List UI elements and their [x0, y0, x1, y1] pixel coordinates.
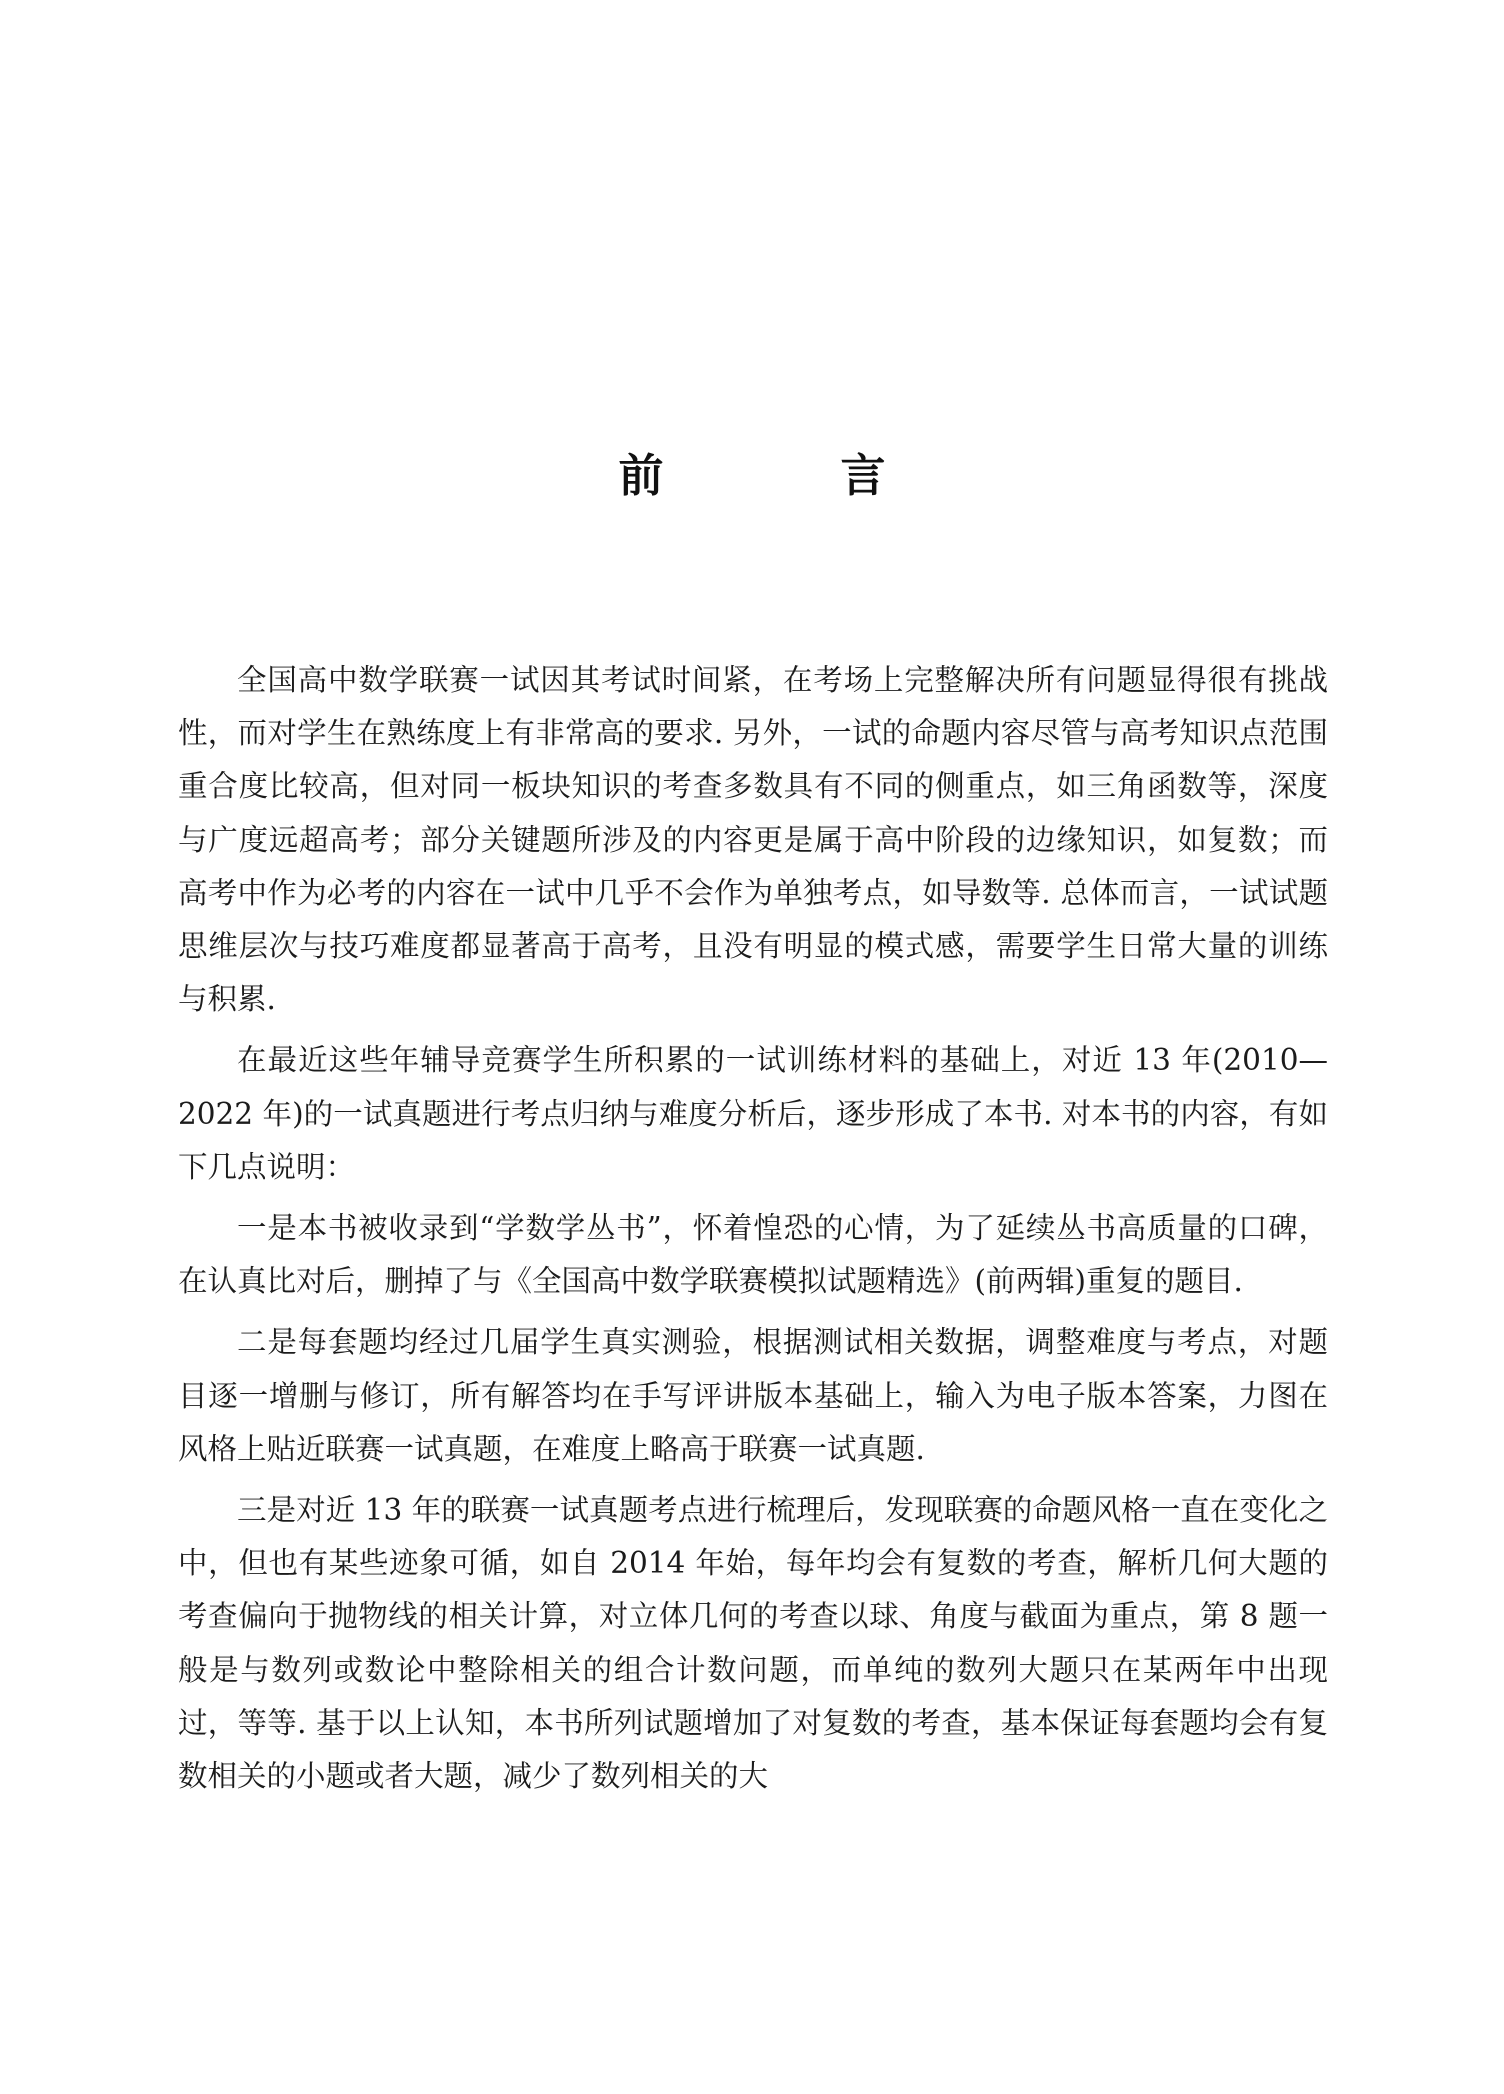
paragraph-1: 全国高中数学联赛一试因其考试时间紧，在考场上完整解决所有问题显得很有挑战性，而对学生在熟练度上有非常高的要求. 另外，一试的命题内容尽管与高考知识点范围重合度比较高，但对同一板块知识的考查多数具有不同的侧重点，如三角函数等，深度与广度远超高考；部分关键题所涉及的内容更是属于高中阶段的边缘知识，如复数；而高考中作为必考的内容在一试中几乎不会作为单独考点，如导数等. 总体而言，一试试题思维层次与技巧难度都显著高于高考，且没有明显的模式感，需要学生日常大量的训练与积累. — [178, 663, 1328, 1017]
paragraph-3: 一是本书被收录到“学数学丛书”，怀着惶恐的心情，为了延续丛书高质量的口碑，在认真比对后，删掉了与《全国高中数学联赛模拟试题精选》(前两辑)重复的题目. — [178, 1211, 1328, 1299]
paragraph-4: 二是每套题均经过几届学生真实测验，根据测试相关数据，调整难度与考点，对题目逐一增删与修订，所有解答均在手写评讲版本基础上，输入为电子版本答案，力图在风格上贴近联赛一试真题，在难度上略高于联赛一试真题. — [178, 1325, 1328, 1466]
page-title: 前 言 — [618, 449, 952, 503]
paragraph-5: 三是对近 13 年的联赛一试真题考点进行梳理后，发现联赛的命题风格一直在变化之中，但也有某些迹象可循，如自 2014 年始，每年均会有复数的考查，解析几何大题的考查偏向于抛物线的相关计算，对立体几何的考查以球、角度与截面为重点，第 8 题一般是与数列或数论中整除相关的组合计数问题，而单纯的数列大题只在某两年中出现过，等等. 基于以上认知，本书所列试题增加了对复数的考查，基本保证每套题均会有复数相关的小题或者大题，减少了数列相关的大 — [178, 1493, 1328, 1794]
preface-body — [178, 654, 1328, 1811]
paragraph-2: 在最近这些年辅导竞赛学生所积累的一试训练材料的基础上，对近 13 年(2010—2022 年)的一试真题进行考点归纳与难度分析后，逐步形成了本书. 对本书的内容，有如下几点说明： — [178, 1043, 1328, 1184]
